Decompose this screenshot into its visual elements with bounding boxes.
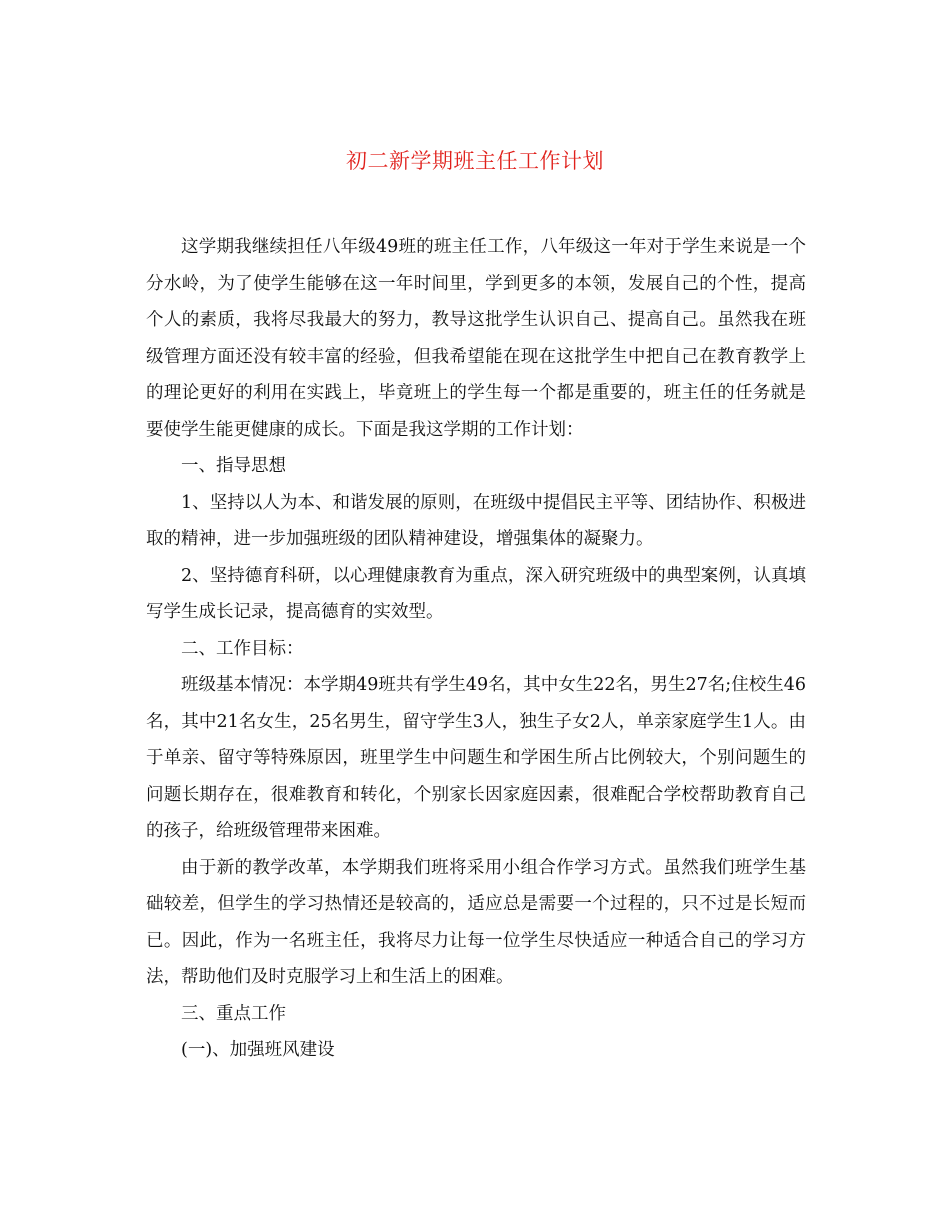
section-heading-work-goals: 二、工作目标： <box>181 638 304 659</box>
class-situation-paragraph: 班级基本情况：本学期49班共有学生49名，其中女生22名，男生27名;住校生46名，其中21名女生，25名男生，留守学生3人，独生子女2人，单亲家庭学生1人。由于单亲、留守等特殊原因，班里学生中问题生和学困生所占比例较大，个别问题生的问题长期存在，很难教育和转化，个别家长因家庭因素，很难配合学校帮助教育自己的孩子，给班级管理带来困难。 <box>146 675 806 841</box>
section-heading-key-work: 三、重点工作 <box>181 1003 286 1024</box>
intro-paragraph: 这学期我继续担任八年级49班的班主任工作，八年级这一年对于学生来说是一个分水岭，为了使学生能够在这一年时间里，学到更多的本领，发展自己的个性，提高个人的素质，我将尽我最大的努力，教导这批学生认识自己、提高自己。虽然我在班级管理方面还没有较丰富的经验，但我希望能在现在这批学生中把自己在教育教学上的理论更好的利用在实践上，毕竟班上的学生每一个都是重要的，班主任的任务就是要使学生能更健康的成长。下面是我这学期的工作计划： <box>146 237 806 440</box>
section-heading-guiding-ideology: 一、指导思想 <box>181 456 286 476</box>
list-item-2: 2、坚持德育科研，以心理健康教育为重点，深入研究班级中的典型案例，认真填写学生成长记录，提高德育的实效型。 <box>146 565 806 622</box>
document-body <box>146 229 806 1069</box>
list-item-1: 1、坚持以人为本、和谐发展的原则，在班级中提倡民主平等、团结协作、积极进取的精神，进一步加强班级的团队精神建设，增强集体的凝聚力。 <box>146 492 806 549</box>
document-title: 初二新学期班主任工作计划 <box>346 149 604 173</box>
subsection-heading-class-style: (一)、加强班风建设 <box>181 1040 335 1060</box>
teaching-reform-paragraph: 由于新的教学改革，本学期我们班将采用小组合作学习方式。虽然我们班学生基础较差，但学生的学习热情还是较高的，适应总是需要一个过程的，只不过是长短而已。因此，作为一名班主任，我将尽力让每一位学生尽快适应一种适合自己的学习方法，帮助他们及时克服学习上和生活上的困难。 <box>146 857 806 987</box>
